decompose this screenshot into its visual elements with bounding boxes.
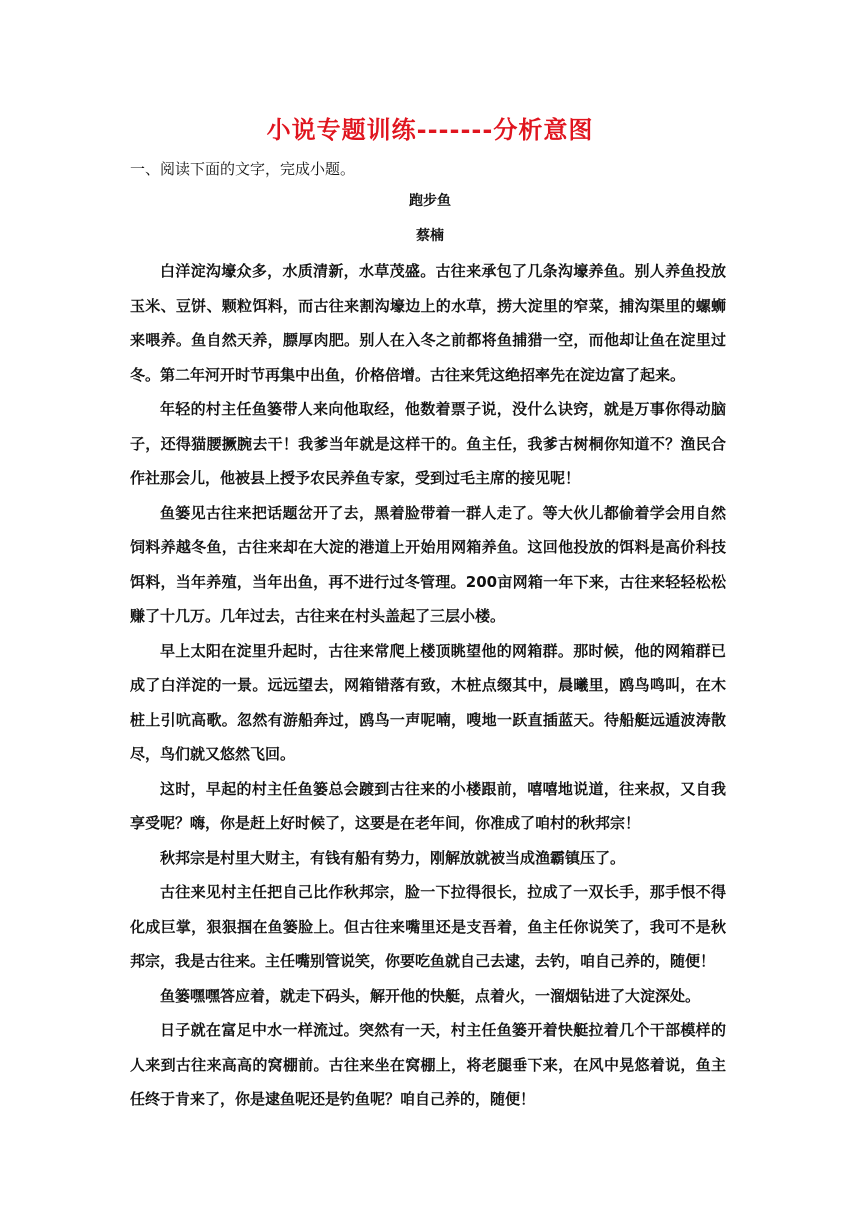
paragraph: 年轻的村主任鱼篓带人来向他取经，他数着票子说，没什么诀窍，就是万事你得动脑子，还得猫腰撅腕去干！我爹当年就是这样干的。鱼主任，我爹古树桐你知道不？渔民合作社那会儿，他被县上授予农民养鱼专家，受到过毛主席的接见呢！ (130, 400, 726, 487)
paragraph: 鱼篓嘿嘿答应着，就走下码头，解开他的快艇，点着火，一溜烟钻进了大淀深处。 (160, 986, 701, 1005)
paragraph: 鱼篓见古往来把话题岔开了去，黑着脸带着一群人走了。等大伙儿都偷着学会用自然饲料养越冬鱼，古往来却在大淀的港道上开始用网箱养鱼。这回他投放的饵料是高价科技饵料，当年养殖，当年出鱼，再不进行过冬管理。200亩网箱一年下来，古往来轻轻松松赚了十几万。几年过去，古往来在村头盖起了三层小楼。 (130, 503, 726, 625)
paragraph: 古往来见村主任把自己比作秋邦宗，脸一下拉得很长，拉成了一双长手，那手恨不得化成巨掌，狠狠掴在鱼篓脸上。但古往来嘴里还是支吾着，鱼主任你说笑了，我可不是秋邦宗，我是古往来。主任嘴别管说笑，你要吃鱼就自己去逮，去钓，咱自己养的，随便！ (130, 883, 726, 970)
page-title: 小说专题训练-------分析意图 (266, 116, 594, 144)
paragraph: 日子就在富足中水一样流过。突然有一天，村主任鱼篓开着快艇拉着几个干部模样的人来到古往来高高的窝棚前。古往来坐在窝棚上，将老腿垂下来，在风中晃悠着说，鱼主任终于肯来了，你是逮鱼呢还是钓鱼呢？咱自己养的，随便！ (130, 1021, 726, 1108)
paragraph: 秋邦宗是村里大财主，有钱有船有势力，刚解放就被当成渔霸镇压了。 (160, 848, 626, 867)
paragraph: 白洋淀沟壕众多，水质清新，水草茂盛。古往来承包了几条沟壕养鱼。别人养鱼投放玉米、豆饼、颗粒饵料，而古往来割沟壕边上的水草，捞大淀里的窄菜，捕沟渠里的螺蛳来喂养。鱼自然天养，膘厚肉肥。别人在入冬之前都将鱼捕猎一空，而他却让鱼在淀里过冬。第二年河开时节再集中出鱼，价格倍增。古往来凭这绝招率先在淀边富了起来。 (130, 262, 726, 384)
instruction-text: 一、阅读下面的文字，完成小题。 (130, 160, 356, 178)
story-title: 跑步鱼 (409, 193, 451, 209)
story-body (130, 254, 726, 1117)
author-name: 蔡楠 (416, 228, 444, 244)
paragraph: 早上太阳在淀里升起时，古往来常爬上楼顶眺望他的网箱群。那时候，他的网箱群已成了白洋淀的一景。远远望去，网箱错落有致，木桩点缀其中，晨曦里，鸥鸟鸣叫，在木桩上引吭高歌。忽然有游船奔过，鸥鸟一声呢喃，嗖地一跃直插蓝天。待船艇远遁波涛散尽，鸟们就又悠然飞回。 (130, 641, 726, 763)
paragraph: 这时，早起的村主任鱼篓总会踱到古往来的小楼跟前，嘻嘻地说道，往来叔，又自我享受呢？嗨，你是赶上好时候了，这要是在老年间，你准成了咱村的秋邦宗！ (130, 779, 726, 832)
